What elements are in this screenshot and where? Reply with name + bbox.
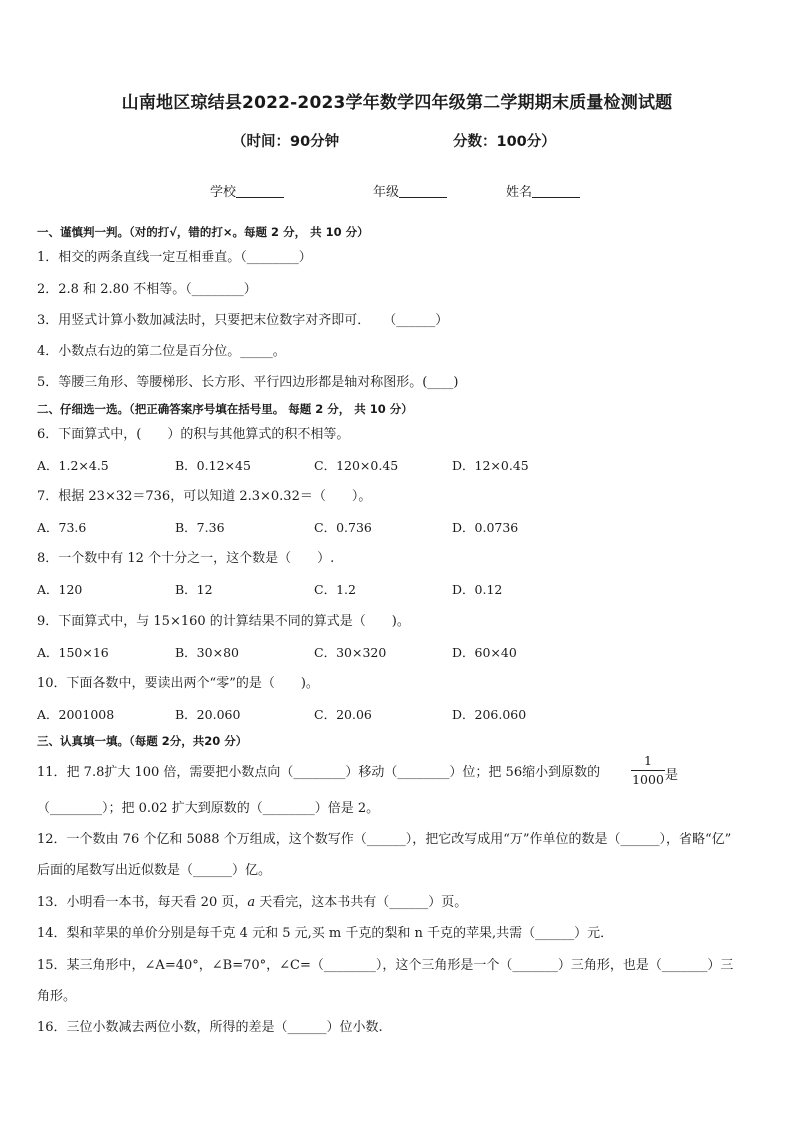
section-2-heading: 二、仔细选一选。（把正确答案序号填在括号里。 每题 2 分， 共 10 分） <box>37 402 413 416</box>
question-12-line-1: 12．一个数由 76 个亿和 5088 个万组成，这个数写作（______），把它改写成用“万”作单位的数是（______），省略“亿” <box>37 832 732 847</box>
question-8: 8．一个数中有 12 个十分之一，这个数是（ ）. <box>37 551 335 566</box>
question-14: 14．梨和苹果的单价分别是每千克 4 元和 5 元,买 m 千克的梨和 n 千克的苹果,共需（______）元． <box>37 926 614 941</box>
exam-time: （时间：90分钟 <box>232 134 340 150</box>
question-9: 9．下面算式中，与 15×160 的计算结果不同的算式是（ )。 <box>37 614 410 629</box>
q7-option-d: D．0.0736 <box>452 520 519 535</box>
exam-score: 分数：100分） <box>453 134 556 150</box>
q6-option-c: C．120×0.45 <box>314 458 399 473</box>
question-15-line-2: 角形。 <box>37 989 77 1004</box>
name-blank[interactable] <box>532 185 580 198</box>
name-label: 姓名 <box>506 185 533 200</box>
question-11-suffix: 是 <box>665 768 679 783</box>
q10-option-a: A．2001008 <box>37 707 115 722</box>
grade-label: 年级 <box>373 185 400 200</box>
q10-option-d: D．206.060 <box>452 707 527 722</box>
question-11-line-1: 11．把 7.8扩大 100 倍，需要把小数点向（________）移动（________）位；把 56缩小到原数的 <box>37 765 601 780</box>
question-7: 7．根据 23×32＝736，可以知道 2.3×0.32＝（ ）。 <box>37 489 372 504</box>
fraction-one-thousandth <box>631 753 665 788</box>
question-11-line-2: （________）；把 0.02 扩大到原数的（________）倍是 2。 <box>37 801 380 816</box>
question-5: 5．等腰三角形、等腰梯形、长方形、平行四边形都是轴对称图形。(____) <box>37 375 459 390</box>
question-12-line-2: 后面的尾数写出近似数是（______）亿。 <box>37 863 272 878</box>
section-3-heading: 三、认真填一填。（每题 2分，共20 分） <box>37 734 248 748</box>
q6-option-a: A．1.2×4.5 <box>37 458 109 473</box>
q7-option-c: C．0.736 <box>314 520 372 535</box>
q6-option-d: D．12×0.45 <box>452 458 529 473</box>
question-16: 16．三位小数减去两位小数，所得的差是（______）位小数. <box>37 1020 383 1035</box>
question-3: 3．用竖式计算小数加减法时，只要把末位数字对齐即可． （______） <box>37 313 449 328</box>
fraction-denominator: 1000 <box>632 772 664 787</box>
name-field <box>506 181 580 200</box>
section-1-heading: 一、谨慎判一判。（对的打√，错的打×。每题 2 分， 共 10 分） <box>37 225 369 239</box>
q8-option-a: A．120 <box>37 582 83 597</box>
question-2: 2．2.8 和 2.80 不相等。（________） <box>37 282 257 297</box>
q7-option-a: A．73.6 <box>37 520 87 535</box>
fraction-bar <box>631 770 665 771</box>
q6-option-b: B．0.12×45 <box>175 458 251 473</box>
q9-option-c: C．30×320 <box>314 645 387 660</box>
school-blank[interactable] <box>236 185 284 198</box>
q8-option-b: B．12 <box>175 582 213 597</box>
fraction-numerator: 1 <box>644 753 652 768</box>
grade-field <box>373 181 447 200</box>
question-10: 10．下面各数中，要读出两个“零”的是（ )。 <box>37 676 319 691</box>
grade-blank[interactable] <box>399 185 447 198</box>
question-4: 4．小数点右边的第二位是百分位。_____。 <box>37 344 286 359</box>
q8-option-d: D．0.12 <box>452 582 503 597</box>
question-13: 13．小明看一本书，每天看 20 页，𝑎 天看完，这本书共有（______）页。 <box>37 895 468 910</box>
q7-option-b: B．7.36 <box>175 520 225 535</box>
q10-option-c: C．20.06 <box>314 707 372 722</box>
q9-option-d: D．60×40 <box>452 645 517 660</box>
page-title: 山南地区琼结县2022-2023学年数学四年级第二学期期末质量检测试题 <box>121 93 673 113</box>
school-field <box>210 181 284 200</box>
question-6: 6．下面算式中，( ）的积与其他算式的积不相等。 <box>37 427 350 442</box>
q9-option-b: B．30×80 <box>175 645 239 660</box>
question-15-line-1: 15．某三角形中，∠A=40°，∠B=70°，∠C=（________），这个三角形是一个（_______）三角形，也是（_______）三 <box>37 958 734 973</box>
school-label: 学校 <box>210 185 237 200</box>
q9-option-a: A．150×16 <box>37 645 109 660</box>
q10-option-b: B．20.060 <box>175 707 241 722</box>
question-1: 1．相交的两条直线一定互相垂直。（________） <box>37 250 312 265</box>
q8-option-c: C．1.2 <box>314 582 356 597</box>
